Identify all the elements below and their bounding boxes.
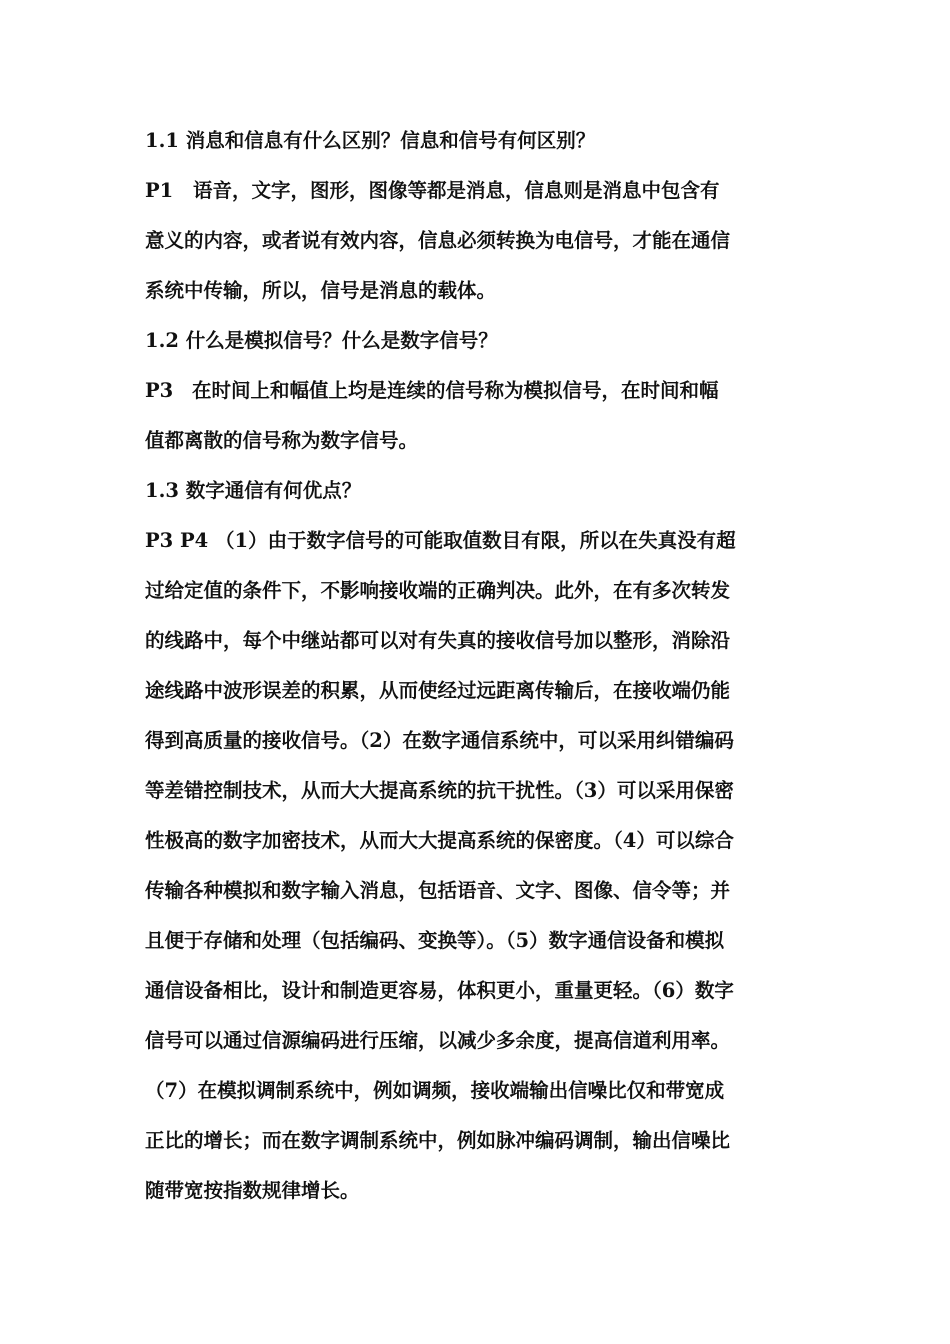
answer-line: 意义的内容，或者说有效内容，信息必须转换为电信号，才能在通信 bbox=[145, 229, 731, 252]
question-1-3: 1.3 数字通信有何优点？ bbox=[145, 479, 362, 502]
answer-line: 等差错控制技术，从而大大提高系统的抗干扰性。（3）可以采用保密 bbox=[145, 779, 734, 802]
question-1-2: 1.2 什么是模拟信号？什么是数字信号？ bbox=[145, 329, 498, 352]
answer-line bbox=[145, 166, 810, 216]
answer-line: 的线路中，每个中继站都可以对有失真的接收信号加以整形，消除沿 bbox=[145, 629, 731, 652]
answer-line: 系统中传输，所以，信号是消息的载体。 bbox=[145, 279, 497, 302]
answer-line bbox=[145, 366, 810, 416]
answer-text: （1）由于数字信号的可能取值数目有限，所以在失真没有超 bbox=[215, 529, 736, 552]
answer-line: 过给定值的条件下，不影响接收端的正确判决。此外，在有多次转发 bbox=[145, 579, 731, 602]
answer-line: 性极高的数字加密技术，从而大大提高系统的保密度。（4）可以综合 bbox=[145, 829, 734, 852]
page-reference: P1 bbox=[145, 179, 174, 202]
answer-line: 随带宽按指数规律增长。 bbox=[145, 1179, 360, 1202]
answer-text: 在时间上和幅值上均是连续的信号称为模拟信号，在时间和幅 bbox=[192, 379, 719, 402]
answer-line: （7）在模拟调制系统中，例如调频，接收端输出信噪比仅和带宽成 bbox=[145, 1079, 725, 1102]
answer-line: 正比的增长；而在数字调制系统中，例如脉冲编码调制，输出信噪比 bbox=[145, 1129, 731, 1152]
answer-line bbox=[145, 516, 810, 566]
answer-line: 得到高质量的接收信号。（2）在数字通信系统中，可以采用纠错编码 bbox=[145, 729, 734, 752]
answer-line: 信号可以通过信源编码进行压缩，以减少多余度，提高信道利用率。 bbox=[145, 1029, 731, 1052]
page-reference: P3 P4 bbox=[145, 529, 209, 552]
page-reference: P3 bbox=[145, 379, 174, 402]
answer-line: 传输各种模拟和数字输入消息，包括语音、文字、图像、信令等；并 bbox=[145, 879, 731, 902]
answer-line: 值都离散的信号称为数字信号。 bbox=[145, 429, 419, 452]
document-body bbox=[145, 116, 810, 1216]
answer-text: 语音，文字，图形，图像等都是消息，信息则是消息中包含有 bbox=[193, 179, 720, 202]
answer-line: 且便于存储和处理（包括编码、变换等）。（5）数字通信设备和模拟 bbox=[145, 929, 725, 952]
answer-line: 途线路中波形误差的积累，从而使经过远距离传输后，在接收端仍能 bbox=[145, 679, 731, 702]
question-1-1: 1.1 消息和信息有什么区别？信息和信号有何区别？ bbox=[145, 129, 596, 152]
answer-line: 通信设备相比，设计和制造更容易，体积更小，重量更轻。（6）数字 bbox=[145, 979, 734, 1002]
